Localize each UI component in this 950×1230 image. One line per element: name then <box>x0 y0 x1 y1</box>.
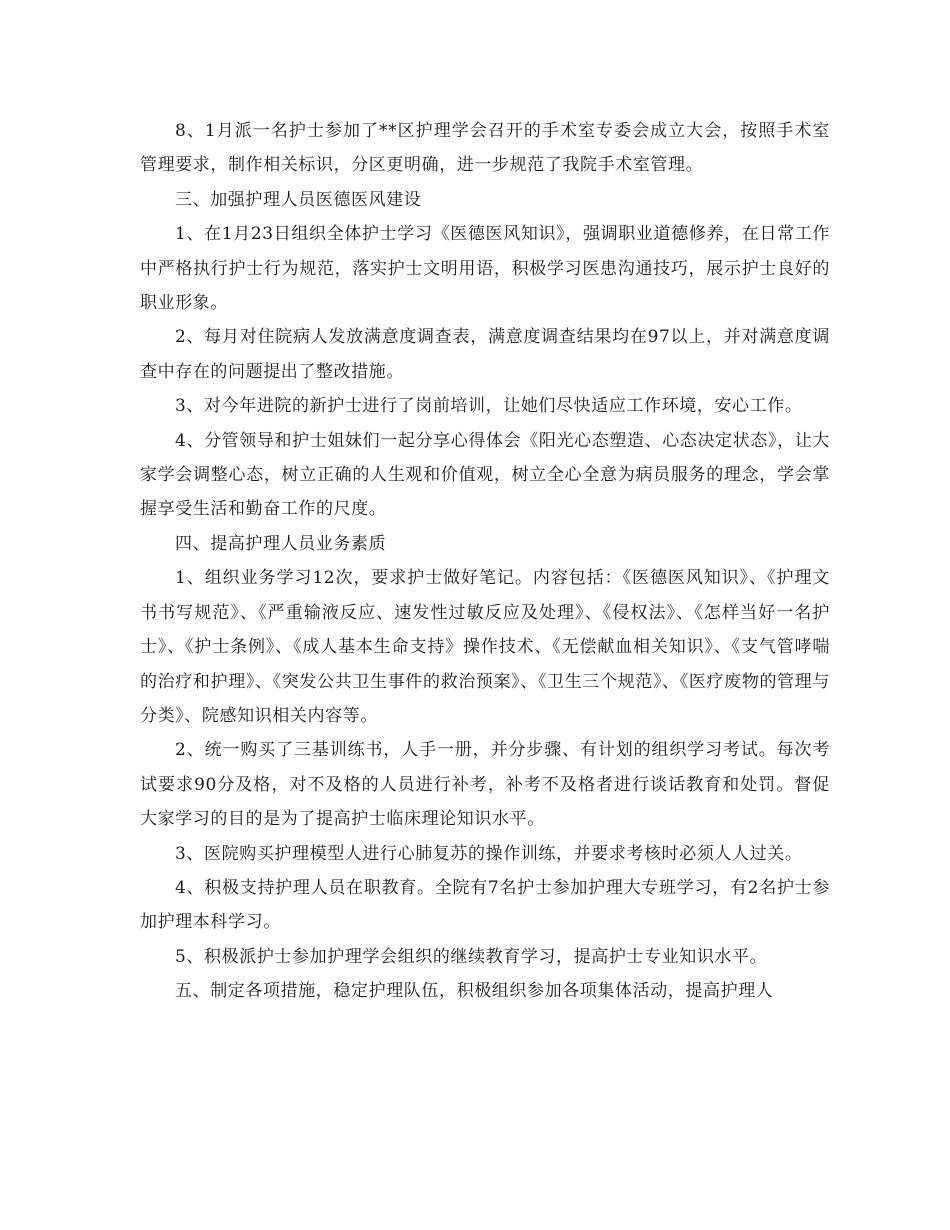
section-heading-3: 三、加强护理人员医德医风建设 <box>175 189 422 210</box>
paragraph-item-4-5: 5、积极派护士参加护理学会组织的继续教育学习，提高护士专业知识水平。 <box>175 946 768 967</box>
paragraph-item-8: 8、1月派一名护士参加了**区护理学会召开的手术室专委会成立大会，按照手术室管理要求，制作相关标识，分区更明确，进一步规范了我院手术室管理。 <box>140 121 830 176</box>
paragraph-item-4-4: 4、积极支持护理人员在职教育。全院有7名护士参加护理大专班学习，有2名护士参加护理本科学习。 <box>140 877 830 933</box>
paragraph-item-3-2: 2、每月对住院病人发放满意度调查表，满意度调查结果均在97以上，并对满意度调查中存在的问题提出了整改措施。 <box>140 327 830 382</box>
paragraph-item-3-3: 3、对今年进院的新护士进行了岗前培训，让她们尽快适应工作环境，安心工作。 <box>175 396 803 417</box>
document-body <box>140 114 830 1009</box>
paragraph-item-4-3: 3、医院购买护理模型人进行心肺复苏的操作训练，并要求考核时必须人人过关。 <box>175 843 803 864</box>
section-heading-4: 四、提高护理人员业务素质 <box>175 533 387 554</box>
section-heading-5: 五、制定各项措施，稳定护理队伍，积极组织参加各项集体活动，提高护理人 <box>175 981 774 1002</box>
paragraph-item-4-2: 2、统一购买了三基训练书，人手一册，并分步骤、有计划的组织学习考试。每次考试要求90分及格，对不及格的人员进行补考，补考不及格者进行谈话教育和处罚。督促大家学习的目的是为了提高护士临床理论知识水平。 <box>140 740 830 830</box>
paragraph-item-3-4: 4、分管领导和护士姐妹们一起分享心得体会《阳光心态塑造、心态决定状态》，让大家学会调整心态，树立正确的人生观和价值观，树立全心全意为病员服务的理念，学会掌握享受生活和勤奋工作的尺度。 <box>140 430 830 520</box>
paragraph-item-4-1: 1、组织业务学习12次，要求护士做好笔记。内容包括：《医德医风知识》、《护理文书书写规范》、《严重输液反应、速发性过敏反应及处理》、《侵权法》、《怎样当好一名护士》、《护士条例》、《成人基本生命支持》操作技术、《无偿献血相关知识》、《支气管哮喘的治疗和护理》、《突发公共卫生事件的救治预案》、《卫生三个规范》、《医疗废物的管理与分类》、院感知识相关内容等。 <box>140 568 830 726</box>
paragraph-item-3-1: 1、在1月23日组织全体护士学习《医德医风知识》，强调职业道德修养，在日常工作中严格执行护士行为规范，落实护士文明用语，积极学习医患沟通技巧，展示护士良好的职业形象。 <box>140 224 830 314</box>
